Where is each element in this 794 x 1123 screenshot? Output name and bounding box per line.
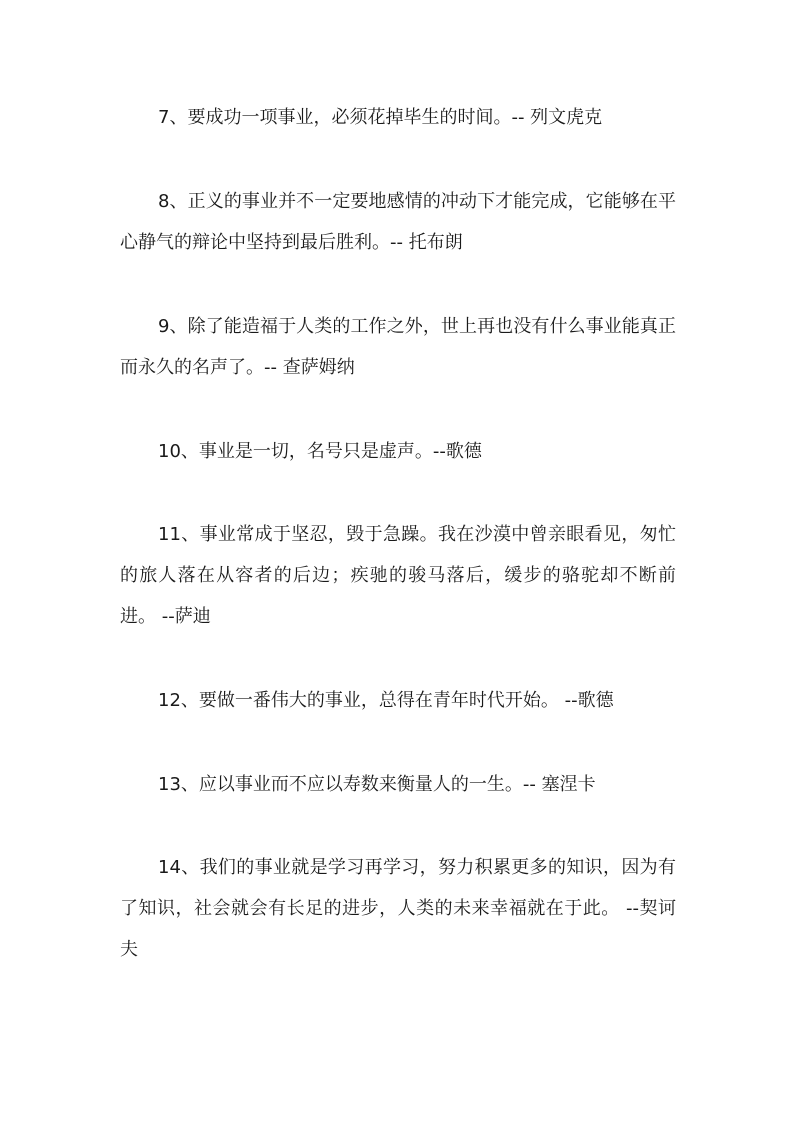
quote-7: 7、要成功一项事业，必须花掉毕生的时间。-- 列文虎克 [158, 107, 603, 128]
quote-14: 14、我们的事业就是学习再学习，努力积累更多的知识，因为有了知识，社会就会有长足的进步，人类的未来幸福就在于此。 --契诃夫 [120, 857, 676, 960]
quote-8: 8、正义的事业并不一定要地感情的冲动下才能完成，它能够在平心静气的辩论中坚持到最后胜利。-- 托布朗 [120, 191, 676, 253]
quote-12: 12、要做一番伟大的事业，总得在青年时代开始。 --歌德 [158, 690, 614, 711]
quote-10: 10、事业是一切，名号只是虚声。--歌德 [158, 441, 482, 462]
quote-13: 13、应以事业而不应以寿数来衡量人的一生。-- 塞涅卡 [158, 774, 596, 795]
quote-9: 9、除了能造福于人类的工作之外，世上再也没有什么事业能真正而永久的名声了。-- 查萨姆纳 [120, 316, 676, 378]
quote-11: 11、事业常成于坚忍，毁于急躁。我在沙漠中曾亲眼看见，匆忙的旅人落在从容者的后边；疾驰的骏马落后，缓步的骆驼却不断前进。 --萨迪 [120, 524, 676, 627]
